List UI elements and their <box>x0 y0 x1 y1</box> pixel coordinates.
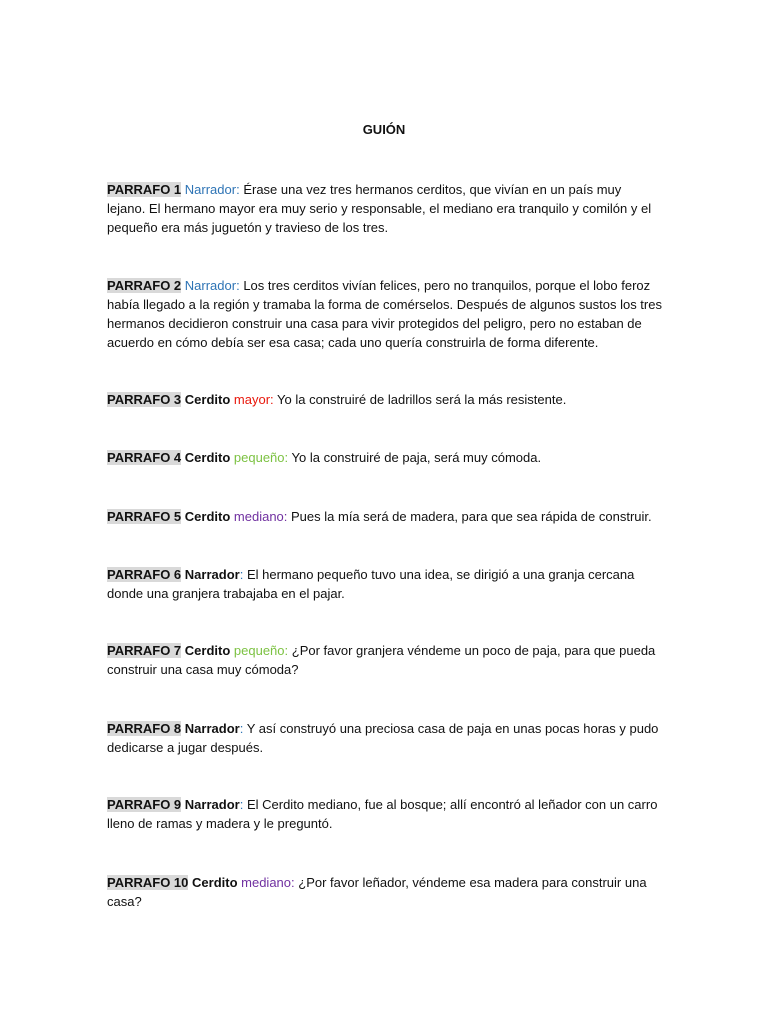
speaker-label: pequeño: <box>233 643 289 658</box>
paragraph-text: Los tres cerditos vivían felices, pero no tranquilos, porque el lobo feroz había llegado a la región y tramaba la forma de comérselos. Después de algunos sustos los tres hermanos decidieron construir una casa para vivir protegidos del peligro, pero no estaban de acuerdo en cómo debía ser esa casa; cada uno quería construirla de forma diferente. <box>107 278 662 350</box>
paragraph-text: Yo la construiré de ladrillos será la más resistente. <box>277 392 567 407</box>
paragraph-tag: PARRAFO 5 <box>107 509 182 524</box>
paragraph-8 <box>107 719 663 757</box>
speaker-label: : <box>239 567 244 582</box>
paragraph-text: ¿Por favor leñador, véndeme esa madera para construir una casa? <box>107 875 647 909</box>
speaker-label: Narrador: <box>184 278 240 293</box>
speaker-label: pequeño: <box>233 450 289 465</box>
paragraph-tag: PARRAFO 10 <box>107 875 189 890</box>
speaker-bold: Cerdito <box>184 450 231 465</box>
paragraph-1 <box>107 180 663 237</box>
paragraph-5 <box>107 507 663 526</box>
paragraph-tag: PARRAFO 6 <box>107 567 182 582</box>
speaker-label: : <box>239 721 244 736</box>
paragraph-text: ¿Por favor granjera véndeme un poco de paja, para que pueda construir una casa muy cómoda? <box>107 643 656 677</box>
paragraph-tag: PARRAFO 7 <box>107 643 182 658</box>
paragraph-9 <box>107 795 663 833</box>
paragraph-tag: PARRAFO 1 <box>107 182 182 197</box>
speaker-bold: Narrador <box>184 567 240 582</box>
paragraph-text: Érase una vez tres hermanos cerditos, que vivían en un país muy lejano. El hermano mayor era muy serio y responsable, el mediano era tranquilo y comilón y el pequeño era más juguetón y travieso de los tres. <box>107 182 652 235</box>
paragraph-4 <box>107 448 663 467</box>
speaker-bold: Narrador <box>184 721 240 736</box>
paragraph-text: Yo la construiré de paja, será muy cómoda. <box>291 450 542 465</box>
speaker-bold: Cerdito <box>184 392 231 407</box>
paragraph-10 <box>107 873 663 911</box>
paragraph-text: Y así construyó una preciosa casa de paja en unas pocas horas y pudo dedicarse a jugar después. <box>107 721 659 755</box>
speaker-bold: Cerdito <box>192 875 238 890</box>
speaker-bold: Cerdito <box>184 509 231 524</box>
paragraph-6 <box>107 565 663 603</box>
paragraph-text: El Cerdito mediano, fue al bosque; allí encontró al leñador con un carro lleno de ramas y madera y le preguntó. <box>107 797 658 831</box>
paragraph-tag: PARRAFO 2 <box>107 278 182 293</box>
speaker-bold: Narrador <box>184 797 240 812</box>
paragraph-tag: PARRAFO 8 <box>107 721 182 736</box>
paragraph-tag: PARRAFO 4 <box>107 450 182 465</box>
paragraph-text: El hermano pequeño tuvo una idea, se dirigió a una granja cercana donde una granjera trabajaba en el pajar. <box>107 567 635 601</box>
paragraph-tag: PARRAFO 3 <box>107 392 182 407</box>
speaker-label: mediano: <box>233 509 288 524</box>
speaker-bold: Cerdito <box>184 643 231 658</box>
speaker-label: mediano: <box>241 875 295 890</box>
speaker-label: : <box>239 797 244 812</box>
paragraph-2 <box>107 276 663 352</box>
document-title: GUIÓN <box>362 122 406 137</box>
paragraph-tag: PARRAFO 9 <box>107 797 182 812</box>
paragraph-3 <box>107 390 663 409</box>
paragraph-text: Pues la mía será de madera, para que sea rápida de construir. <box>291 509 652 524</box>
speaker-label: Narrador: <box>184 182 240 197</box>
speaker-label: mayor: <box>233 392 274 407</box>
paragraph-7 <box>107 641 663 679</box>
